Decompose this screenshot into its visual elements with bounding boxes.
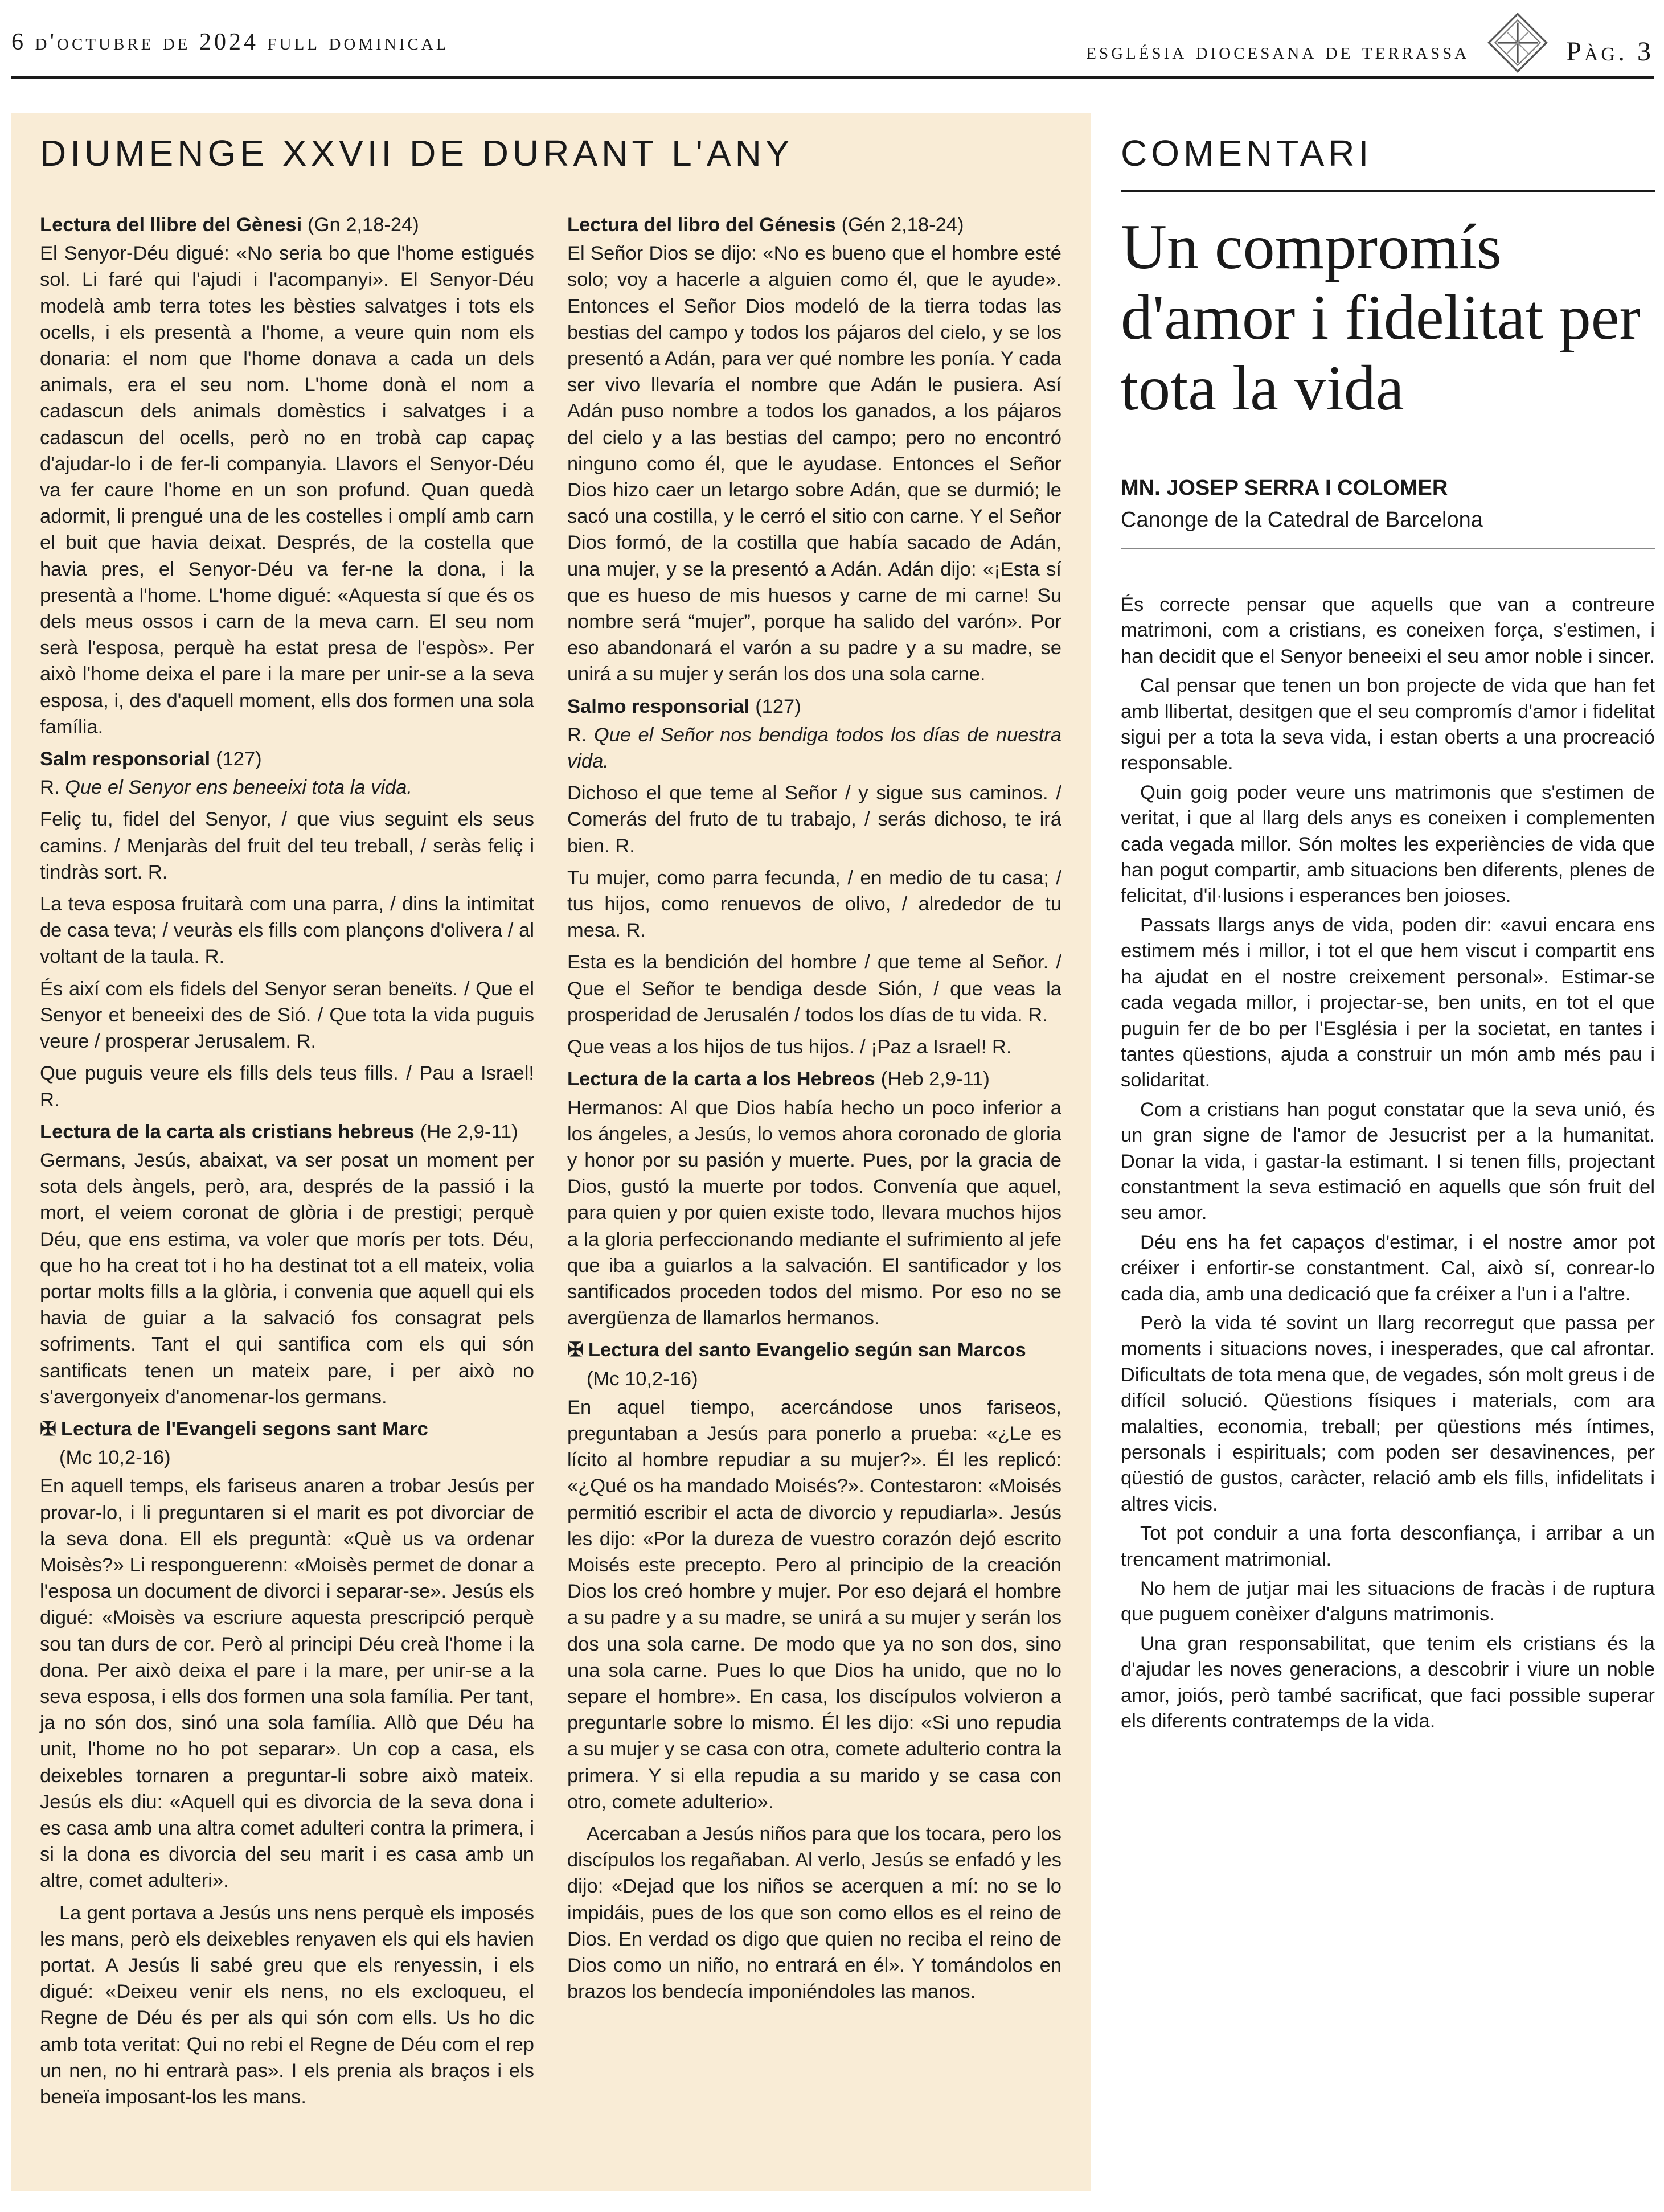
reading-title [40, 212, 534, 238]
sunday-title: DIUMENGE XXVII DE DURANT L'ANY [40, 133, 794, 174]
psalm-reference: (127) [755, 695, 801, 717]
gospel-title [567, 1337, 1061, 1363]
psalm-title-text: Salmo responsorial [567, 695, 750, 717]
diocese-emblem-icon [1486, 11, 1549, 74]
reading-title-text: Lectura de la carta als cristians hebreus [40, 1121, 415, 1143]
comment-paragraph: Passats llargs anys de vida, poden dir: «avui encara ens estimem més i millor, i tot el que hem viscut i compartit ens ha ajudat en el nostre creixement personal». Estimar-se cada vegada millor, i projectar-se, ben units, en tot el que puguin fer de bo per l'Església i per la societat, en tantes i tantes qüestions, ajuda a construir un món amb més pau i solidaritat. [1121, 914, 1655, 1091]
gospel-title-text: Lectura de l'Evangeli segons sant Marc [60, 1418, 428, 1440]
comment-body [1121, 592, 1655, 1738]
comment-author-role: Canonge de la Catedral de Barcelona [1121, 508, 1655, 549]
reading-text: Germans, Jesús, abaixat, va ser posat un moment per sota dels àngels, però, ara, després de la passió i la mort, el veiem coronat de glòria i de prestigi; perquè Déu, que ens estima, va voler que morís per tots. Déu, que ho ha creat tot i ho ha destinat tot a ell mateix, volia portar molts fills a la glòria, i convenia que aquell qui els havia de guiar a la salvació fos consagrat pels sofriments. Tant el qui santifica com els qui són santificats tenen un mateix pare, i per això no s'avergonyeix d'anomenar-los germans. [40, 1149, 534, 1408]
gospel-text: La gent portava a Jesús uns nens perquè els imposés les mans, però els deixebles renyaven els qui els havien portat. A Jesús li sabé greu que els renyessin, i els digué: «Deixeu venir els nens, no els excloqueu, el Regne de Déu és per als qui són com ells. Us ho dic amb tota veritat: Qui no rebi el Regne de Déu com el rep un nen, no hi entrarà pas». I els prenia als braços i els beneïa imposant-los les mans. [40, 1902, 534, 2108]
gospel-text: En aquell temps, els fariseus anaren a trobar Jesús per provar-lo, i li preguntaren si el marit es pot divorciar de la seva dona. Ell els preguntà: «Què us va ordenar Moisès?» Li responguerenn: «Moisès permet de donar a l'esposa un document de divorci i separar-se». Jesús els digué: «Moisès va escriure aquesta prescripció perquè sou tan durs de cor. Però al principi Déu creà l'home i la dona. Per això deixa el pare i la mare, per unir-se a la seva esposa, i ells dos formen una sola família. Per tant, ja no són dos, sinó una sola família. Allò que Déu ha unit, l'home no ho pot separar». Un cop a casa, els deixebles tornaren a preguntar-li sobre això mateix. Jesús els diu: «Aquell qui es divorcia de la seva dona i es casa amb una altra comet adulteri contra la primera, i si la dona es divorcia del seu marit i es casa amb un altre, comet adulteri». [40, 1475, 534, 1892]
gospel-text: En aquel tiempo, acercándose unos fariseos, preguntaban a Jesús para ponerlo a prueba: «¿Le es lícito al hombre repudiar a su mujer?». Él les replicó: «¿Qué os ha mandado Moisés?». Contestaron: «Moisés permitió escribir el acta de divorcio y repudiarla». Jesús les dijo: «Por la dureza de vuestro corazón dejó escrito Moisés este precepto. Pero al principio de la creación Dios los creó hombre y mujer. Por eso dejará el hombre a su padre y a su madre, se unirá a su mujer y serán los dos una sola carne. De modo que ya no son dos, sino una sola carne. Pues lo que Dios ha unido, que no lo separe el hombre». En casa, los discípulos volvieron a preguntarle sobre lo mismo. Él les dijo: «Si uno repudia a su mujer y se casa con otra, comete adulterio contra la primera. Y si ella repudia a su marido y se casa con otro, comete adulterio». [567, 1396, 1061, 1813]
reading-text: El Señor Dios se dijo: «No es bueno que el hombre esté solo; voy a hacerle a alguien como él, que le ayude». Entonces el Señor Dios modeló de la tierra todas las bestias del campo y todos los pájaros del cielo, y se los presentó a Adán, para ver qué nombre les ponía. Y cada ser vivo llevaría el nombre que Adán le pusiera. Así Adán puso nombre a todos los ganados, a los pájaros del cielo y a las bestias del campo; pero no encontró ninguno como él, que le ayudase. Entonces el Señor Dios hizo caer un letargo sobre Adán, que se durmió; le sacó una costilla, y le cerró el sitio con carne. Y el Señor Dios formó, de la costilla que había sacado de Adán, una mujer, y se la presentó a Adán. Adán dijo: «¡Esta sí que es hueso de mis huesos y carne de mi carne! Su nombre será “mujer”, porque ha salido del varón». Por eso abandonará el varón a su padre y a su madre, se unirá a su mujer y serán los dos una sola carne. [567, 243, 1061, 686]
reading-title [567, 1066, 1061, 1092]
psalm-verse: És així com els fidels del Senyor seran beneïts. / Que el Senyor et beneeixi des de Sió. / Que tota la vida puguis veure / prosperar Jerusalem. R. [40, 978, 534, 1053]
psalm-verse: Esta es la bendición del hombre / que teme al Señor. / Que el Señor te bendiga desde Sión, / que veas la prosperidad de Jerusalén / todos los días de tu vida. R. [567, 951, 1061, 1026]
gospel-reference: (Mc 10,2-16) [59, 1447, 171, 1469]
psalm-title [40, 746, 534, 772]
comment-paragraph: Però la vida té sovint un llarg recorregut que passa per moments i situacions noves, i inesperades, que cal afrontar. Dificultats de tota mena que, de vegades, són molt greus i de difícil solució. Qüestions físiques i materials, com ara malalties, economia, treball; per qüestions més íntimes, personals i espirituals; com poden ser desavinences, per qüestió de gustos, caràcter, relació amb els fills, infidelitats i altres vicis. [1121, 1312, 1655, 1515]
gospel-reference: (Mc 10,2-16) [587, 1368, 698, 1390]
comment-section-title: COMENTARI [1121, 132, 1655, 192]
comment-paragraph: Quin goig poder veure uns matrimonis que s'estimen de veritat, i que al llarg dels anys es coneixen i complementen cada vegada millor. Són moltes les experiències de vida que han pogut compartir, amb situacions ben diferents, plenes de felicitat, d'il·lusions i esperances ben joioses. [1121, 781, 1655, 907]
comment-author: MN. JOSEP SERRA I COLOMER [1121, 476, 1448, 500]
psalm-title-text: Salm responsorial [40, 748, 211, 770]
comment-headline: Un compromís d'amor i fidelitat per tota la vida [1121, 212, 1641, 424]
page-number: Pàg. 3 [1566, 36, 1654, 67]
header-right [1086, 28, 1654, 74]
psalm-verse: Dichoso el que teme al Señor / y sigue sus caminos. / Comerás del fruto de tu trabajo, / serás dichoso, te irá bien. R. [567, 782, 1061, 857]
comment-paragraph: Déu ens ha fet capaços d'estimar, i el nostre amor pot créixer i enfortir-se constantment. Cal, això sí, conrear-lo cada dia, amb una dedicació que fa créixer a l'un i a l'altre. [1121, 1231, 1655, 1305]
psalm-verse: La teva esposa fruitarà com una parra, / dins la intimitat de casa teva; / veuràs els fills com plançons d'olivera / al voltant de la taula. R. [40, 893, 534, 968]
reading-title-text: Lectura del libro del Génesis [567, 214, 836, 236]
reading-title-text: Lectura del llibre del Gènesi [40, 214, 302, 236]
gospel-text: Acercaban a Jesús niños para que los tocara, pero los discípulos los regañaban. Al verlo, Jesús se enfadó y les dijo: «Dejad que los niños se acerquen a mí: no se lo impidáis, pues de los que son como ellos es el reino de Dios. En verdad os digo que quien no reciba el reino de Dios como un niño, no entrará en él». Y tomándolos en brazos los bendecía imponiéndoles las manos. [567, 1823, 1061, 2003]
psalm-response-text: Que el Señor nos bendiga todos los días de nuestra vida. [567, 724, 1061, 773]
psalm-title [567, 693, 1061, 720]
reading-text: Hermanos: Al que Dios había hecho un poco inferior a los ángeles, a Jesús, lo vemos ahora coronado de gloria y honor por su pasión y muerte. Pues, por la gracia de Dios, gustó la muerte por todos. Convenía que aquel, para quien y por quien existe todo, llevara muchos hijos a la gloria perfeccionando mediante el sufrimiento al jefe que iba a guiarlos a la salvación. El santificador y los santificados proceden todos del mismo. Por eso no se avergüenza de llamarlos hermanos. [567, 1097, 1061, 1329]
psalm-response [40, 774, 534, 801]
comment-paragraph: Com a cristians han pogut constatar que la seva unió, és un gran signe de l'amor de Jesucrist per a la humanitat. Donar la vida, i gastar-la estimant. I si tenen fills, projectant constantment la seva estimació en aquells que són fruit del seu amor. [1121, 1098, 1655, 1224]
gospel-title-text: Lectura del santo Evangelio según san Marcos [588, 1339, 1026, 1361]
psalm-response-prefix: R. [40, 777, 60, 799]
psalm-response-prefix: R. [567, 724, 587, 746]
reading-title [567, 212, 1061, 238]
header-diocese: església diocesana de terrassa [1086, 38, 1470, 64]
comment-paragraph: És correcte pensar que aquells que van a contreure matrimoni, com a cristians, es coneixen força, s'estimen, i han decidit que el Senyor beneeixi el seu amor noble i sincer. [1121, 594, 1655, 667]
psalm-reference: (127) [216, 748, 262, 770]
comment-paragraph: No hem de jutjar mai les situacions de fracàs i de ruptura que puguem conèixer d'alguns matrimonis. [1121, 1578, 1655, 1626]
cross-icon: ✠ [567, 1339, 584, 1361]
psalm-response [567, 722, 1061, 774]
psalm-response-text: Que el Senyor ens beneeixi tota la vida. [65, 777, 412, 799]
psalm-verse: Feliç tu, fidel del Senyor, / que vius seguint els seus camins. / Menjaràs del fruit del teu treball, / seràs feliç i tindràs sort. R. [40, 809, 534, 883]
reading-reference: (Heb 2,9-11) [880, 1068, 990, 1090]
comment-paragraph: Una gran responsabilitat, que tenim els cristians és la d'ajudar les noves generacions, a descobrir i viure un noble amor, joiós, però també sacrificat, que faci possible superar els diferents contratemps de la vida. [1121, 1632, 1655, 1733]
psalm-verse: Que veas a los hijos de tus hijos. / ¡Paz a Israel! R. [567, 1036, 1012, 1058]
header-date-section: 6 d'octubre de 2024 full dominical [11, 29, 449, 55]
spanish-readings-column [567, 212, 1061, 2010]
cross-icon: ✠ [40, 1418, 56, 1440]
reading-reference: (Gén 2,18-24) [841, 214, 964, 236]
reading-title-text: Lectura de la carta a los Hebreos [567, 1068, 875, 1090]
psalm-verse: Que puguis veure els fills dels teus fills. / Pau a Israel! R. [40, 1062, 534, 1111]
psalm-verse: Tu mujer, como parra fecunda, / en medio de tu casa; / tus hijos, como renuevos de olivo, / alrededor de tu mesa. R. [567, 867, 1061, 942]
reading-reference: (Gn 2,18-24) [308, 214, 419, 236]
reading-title [40, 1119, 534, 1145]
comment-paragraph: Cal pensar que tenen un bon projecte de vida que han fet amb llibertat, desitgen que el seu compromís d'amor i fidelitat sigui per a tota la seva vida, i estan oberts a una procreació responsable. [1121, 675, 1655, 774]
comment-paragraph: Tot pot conduir a una forta desconfiança, i arribar a un trencament matrimonial. [1121, 1522, 1655, 1570]
page-header [11, 16, 1654, 79]
reading-text: El Senyor-Déu digué: «No seria bo que l'home estigués sol. Li faré qui l'ajudi i l'acompanyi». El Senyor-Déu modelà amb terra totes les bèsties salvatges i tots els ocells, i els presentà a l'home, a veure quin nom els donaria: el nom que l'home donava a cada un dels animals, era el seu nom. L'home donà el nom a cadascun dels animals domèstics i salvatges i a cadascun del ocells, però no en trobà cap capaç d'ajudar-lo i de fer-li companyia. Llavors el Senyor-Déu va fer caure l'home en un son profund. Quan quedà adormit, li prengué una de les costelles i omplí amb carn el buit que havia deixat. Després, de la costella que havia pres, el Senyor-Déu va fer-ne la dona, i la presentà a l'home. L'home digué: «Aquesta sí que és os dels meus ossos i carn de la meva carn. El seu nom serà l'esposa, perquè ha estat presa de l'espòs». Per això l'home deixa el pare i la mare per unir-se a la seva esposa, i, des d'aquell moment, ells dos formen una sola família. [40, 243, 534, 738]
gospel-title [40, 1416, 534, 1442]
catalan-readings-column [40, 212, 534, 2116]
reading-reference: (He 2,9-11) [420, 1121, 518, 1143]
